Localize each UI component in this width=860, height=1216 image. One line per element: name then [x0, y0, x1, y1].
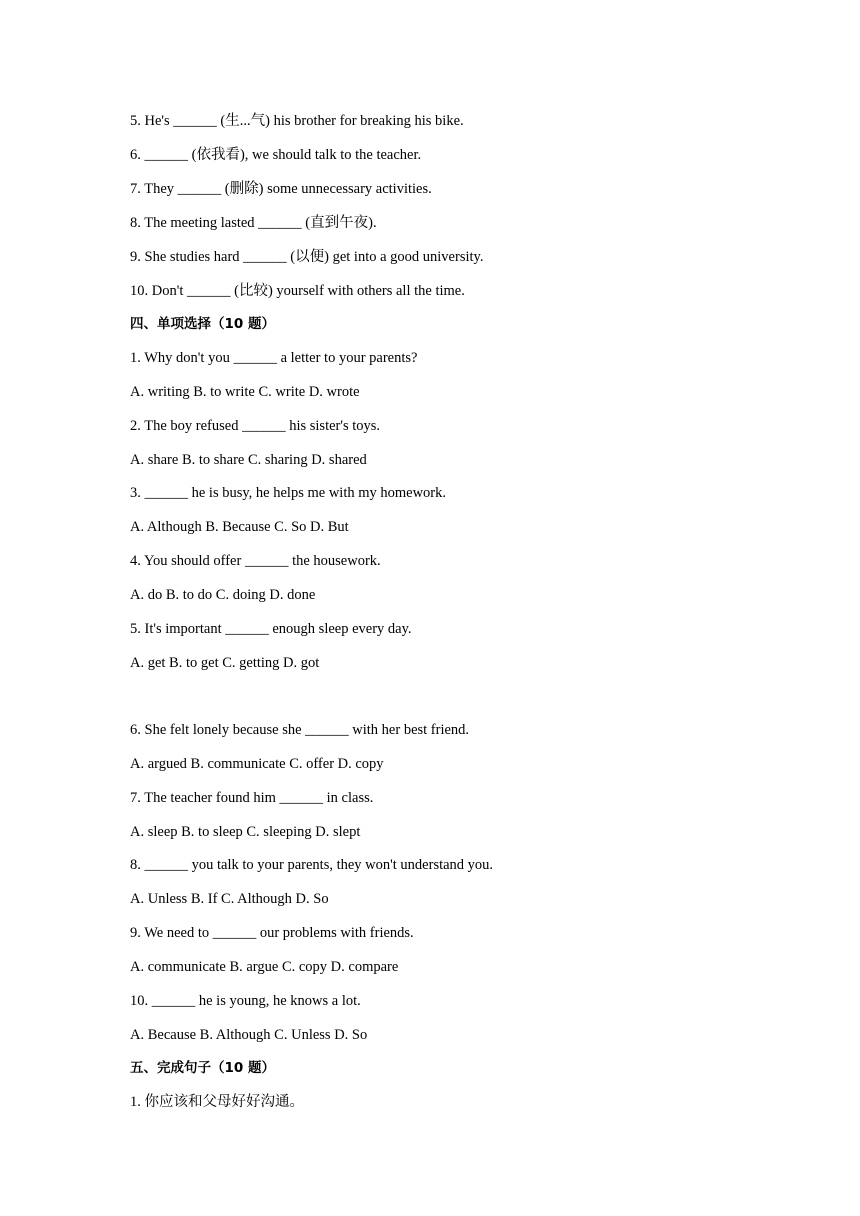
- question-6-options: A. argued B. communicate C. offer D. copy: [130, 756, 384, 772]
- question-9-options: A. communicate B. argue C. copy D. compare: [130, 959, 399, 975]
- question-9: 9. We need to ______ our problems with friends.: [130, 925, 414, 941]
- question-4-options: A. do B. to do C. doing D. done: [130, 587, 316, 603]
- question-1-options: A. writing B. to write C. write D. wrote: [130, 384, 360, 400]
- sentence-item-1: 1. 你应该和父母好好沟通。: [130, 1094, 304, 1110]
- question-10-options: A. Because B. Although C. Unless D. So: [130, 1027, 368, 1043]
- fill-item-9: 9. She studies hard ______ (以便) get into a good university.: [130, 249, 484, 265]
- section-heading-complete-sentences: 五、完成句子（10 题）: [130, 1060, 275, 1076]
- question-7-options: A. sleep B. to sleep C. sleeping D. slept: [130, 824, 361, 840]
- fill-item-8: 8. The meeting lasted ______ (直到午夜).: [130, 215, 377, 231]
- question-5: 5. It's important ______ enough sleep every day.: [130, 621, 412, 637]
- question-6: 6. She felt lonely because she ______ with her best friend.: [130, 722, 470, 738]
- section-heading-multiple-choice: 四、单项选择（10 题）: [130, 316, 275, 332]
- question-5-options: A. get B. to get C. getting D. got: [130, 655, 320, 671]
- question-8-options: A. Unless B. If C. Although D. So: [130, 891, 329, 907]
- question-7: 7. The teacher found him ______ in class.: [130, 790, 374, 806]
- fill-item-5: 5. He's ______ (生...气) his brother for breaking his bike.: [130, 113, 464, 129]
- question-2-options: A. share B. to share C. sharing D. shared: [130, 452, 367, 468]
- question-4: 4. You should offer ______ the housework.: [130, 553, 381, 569]
- question-3: 3. ______ he is busy, he helps me with my homework.: [130, 485, 447, 501]
- question-10: 10. ______ he is young, he knows a lot.: [130, 993, 361, 1009]
- fill-item-10: 10. Don't ______ (比较) yourself with others all the time.: [130, 283, 465, 299]
- question-2: 2. The boy refused ______ his sister's toys.: [130, 418, 381, 434]
- question-3-options: A. Although B. Because C. So D. But: [130, 519, 349, 535]
- question-1: 1. Why don't you ______ a letter to your parents?: [130, 350, 418, 366]
- question-8: 8. ______ you talk to your parents, they won't understand you.: [130, 857, 494, 873]
- fill-item-7: 7. They ______ (删除) some unnecessary activities.: [130, 181, 432, 197]
- fill-item-6: 6. ______ (依我看), we should talk to the teacher.: [130, 147, 422, 163]
